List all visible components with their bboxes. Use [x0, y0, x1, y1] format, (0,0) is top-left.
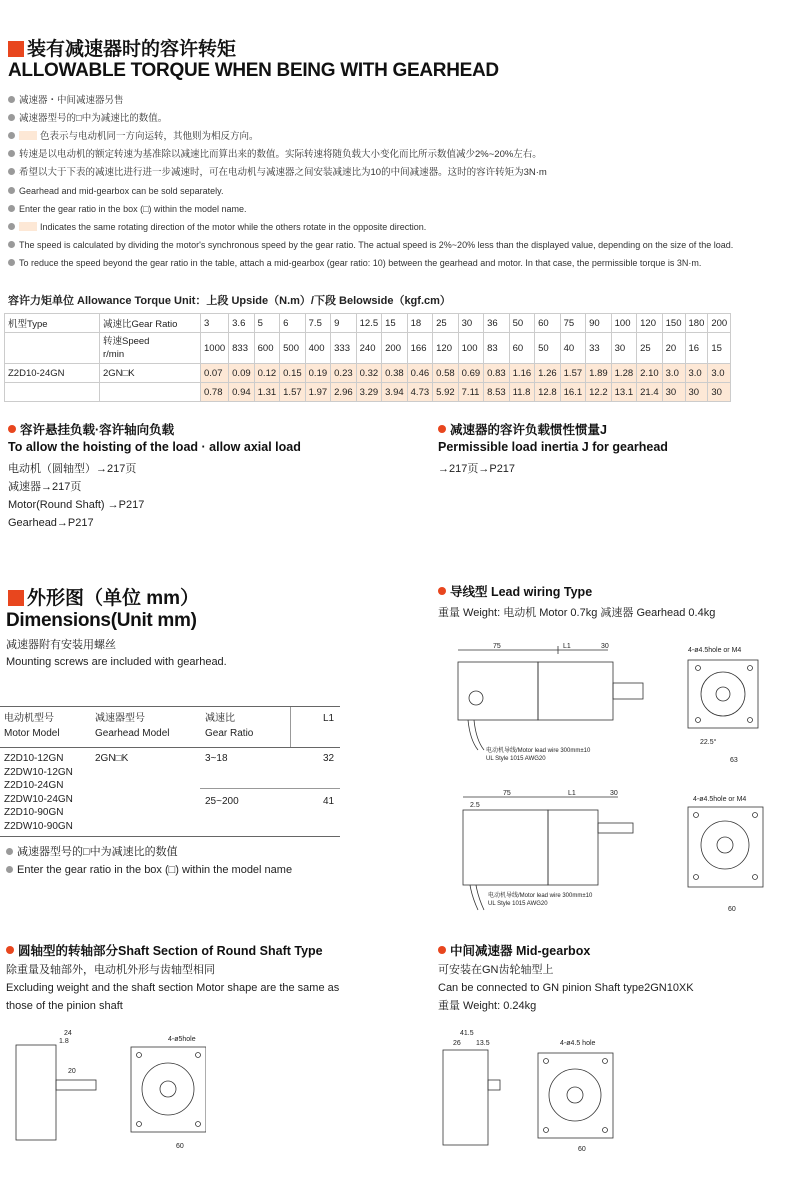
ul-label: UL Style 1015 AWG20 [488, 901, 548, 907]
note-item: To reduce the speed beyond the gear ratio in the table, attach a mid-gearbox (gear ratio: 10) between the gearhead and motor. In that case, the permissible torque is 3N·m. [8, 254, 798, 272]
ratio-cell: 7.5 [305, 314, 331, 333]
torque-cell: 3.0 [662, 364, 685, 383]
dim-h-ratio-cn: 减速比 [205, 713, 235, 724]
ratio-cell: 6 [280, 314, 306, 333]
lead-drawing-1 [438, 640, 778, 770]
header-ratio: 减速比Gear Ratio [100, 314, 201, 333]
dim-h-gear-en: Gearhead Model [95, 728, 170, 739]
ratio-cell: 60 [535, 314, 561, 333]
speed-cell: 200 [382, 333, 408, 364]
model-cell: Z2D10-24GN [5, 364, 100, 383]
torque-cell: 1.57 [280, 383, 306, 402]
speed-cell: 25 [637, 333, 663, 364]
torque-cell: 0.12 [254, 364, 280, 383]
hole-label: 4-ø4.5hole or M4 [688, 647, 742, 654]
dim-135: 13.5 [476, 1040, 490, 1047]
mid-section [438, 941, 694, 1015]
dim-60: 60 [578, 1146, 586, 1153]
speed-cell: 500 [280, 333, 306, 364]
torque-cell: 30 [708, 383, 731, 402]
round-line: those of the pinion shaft [6, 1000, 123, 1012]
torque-cell: 0.19 [305, 364, 331, 383]
lead-weight: 重量 Weight: 电动机 Motor 0.7kg 减速器 Gearhead 0.4kg [438, 607, 716, 619]
ratio-cell: 90 [586, 314, 612, 333]
dim-sub-en: Mounting screws are included with gearhead. [6, 656, 227, 668]
ratio-cell: 25 [433, 314, 459, 333]
torque-cell: 11.8 [509, 383, 535, 402]
motor-model: Z2DW10-12GN [4, 766, 73, 778]
motor-model: Z2D10-12GN [4, 753, 64, 764]
dim-63: 63 [730, 757, 738, 764]
speed-cell: 15 [708, 333, 731, 364]
dim-title-cn: 外形图（单位 mm） [8, 583, 199, 610]
dim-30: 30 [601, 643, 609, 650]
speed-cell: 16 [685, 333, 708, 364]
ratio-cell: 100 [611, 314, 637, 333]
torque-cell: 2.96 [331, 383, 357, 402]
note-item: Gearhead and mid-gearbox can be sold separately. [8, 182, 798, 200]
speed-cell: 1000 [201, 333, 229, 364]
ratio-cell: 18 [407, 314, 433, 333]
torque-cell: 12.2 [586, 383, 612, 402]
note-item: Enter the gear ratio in the box (□) within the model name. [8, 200, 798, 218]
torque-cell: 1.28 [611, 364, 637, 383]
torque-cell: 3.29 [356, 383, 382, 402]
header-speed: 转速Speed r/min [100, 333, 201, 364]
speed-cell: 240 [356, 333, 382, 364]
dim-l1: 41 [323, 796, 335, 807]
note-item: 减速器・中间减速器另售 [8, 92, 798, 110]
torque-cell: 0.23 [331, 364, 357, 383]
dim-l1: L1 [568, 790, 576, 797]
title-en: ALLOWABLE TORQUE WHEN BEING WITH GEARHEAD [8, 60, 499, 81]
torque-cell: 0.46 [407, 364, 433, 383]
ratio-cell: 50 [509, 314, 535, 333]
note-item: The speed is calculated by dividing the motor's synchronous speed by the gear ratio. The actual speed is 2%~20% less than the displayed value, depending on the size of the load. [8, 236, 798, 254]
ratio-cell: 180 [685, 314, 708, 333]
ratio-cell: 200 [708, 314, 731, 333]
speed-cell: 400 [305, 333, 331, 364]
round-drawing [6, 1025, 206, 1155]
dim-h-motor-en: Motor Model [4, 728, 60, 739]
dim-415: 41.5 [460, 1030, 474, 1037]
torque-cell: 21.4 [637, 383, 663, 402]
speed-cell: 40 [560, 333, 586, 364]
hole-label: 4-ø4.5hole or M4 [693, 796, 747, 803]
note-item: Indicates the same rotating direction of the motor while the others rotate in the opposite direction. [8, 218, 798, 236]
ratio-cell: 12.5 [356, 314, 382, 333]
wire-label: 电动机导线/Motor lead wire 300mm±10 [488, 893, 593, 899]
note-item: 减速器型号的□中为减速比的数值。 [8, 110, 798, 128]
dim-60: 60 [176, 1143, 184, 1150]
round-section [6, 941, 339, 1015]
mid-line: Can be connected to GN pinion Shaft type2GN10XK [438, 982, 694, 994]
load-title-cn: 容许悬挂负载·容许轴向负载 [8, 420, 301, 438]
dim-note-en: Enter the gear ratio in the box (□) within the model name [6, 861, 292, 879]
torque-cell: 0.15 [280, 364, 306, 383]
motor-model: Z2DW10-24GN [4, 793, 73, 805]
load-line: Motor(Round Shaft) →P217 [8, 499, 145, 511]
dim-24: 24 [64, 1030, 72, 1037]
torque-cell: 0.94 [229, 383, 255, 402]
ratio-cell: 5 [254, 314, 280, 333]
dim-sub-cn: 减速器附有安装用螺丝 [6, 639, 116, 651]
dim-title-en: Dimensions(Unit mm) [6, 610, 197, 631]
dim-gear: 2GN□K [95, 753, 129, 764]
dim-h-gear-cn: 减速器型号 [95, 713, 145, 724]
inertia-section [438, 420, 668, 478]
mid-drawing [438, 1025, 638, 1155]
dim-18: 1.8 [59, 1038, 69, 1045]
torque-cell: 13.1 [611, 383, 637, 402]
torque-cell: 8.53 [484, 383, 510, 402]
inertia-title-en: Permissible load inertia J for gearhead [438, 440, 668, 454]
torque-cell: 7.11 [458, 383, 484, 402]
torque-cell: 0.32 [356, 364, 382, 383]
speed-cell: 333 [331, 333, 357, 364]
torque-cell: 1.97 [305, 383, 331, 402]
torque-cell: 5.92 [433, 383, 459, 402]
load-line: 减速器→217页 [8, 481, 82, 493]
torque-cell: 3.0 [685, 364, 708, 383]
ratio-cell: 30 [458, 314, 484, 333]
torque-cell: 1.57 [560, 364, 586, 383]
load-title-en: To allow the hoisting of the load · allow axial load [8, 440, 301, 454]
torque-table [4, 313, 731, 402]
speed-cell: 833 [229, 333, 255, 364]
torque-cell: 1.89 [586, 364, 612, 383]
torque-cell: 16.1 [560, 383, 586, 402]
dim-60: 60 [728, 906, 736, 913]
ratio-cell: 15 [382, 314, 408, 333]
torque-cell: 0.58 [433, 364, 459, 383]
torque-cell: 0.78 [201, 383, 229, 402]
wire-label: 电动机导线/Motor lead wire 300mm±10 [486, 748, 591, 754]
lead-title: 导线型 Lead wiring Type [438, 582, 715, 600]
torque-cell: 30 [662, 383, 685, 402]
ratio-cell: 3.6 [229, 314, 255, 333]
mid-line: 重量 Weight: 0.24kg [438, 1000, 537, 1012]
note-item: 希望以大于下表的减速比进行进一步减速时，可在电动机与减速器之间安装减速比为10的中间减速器。这时的容许转矩为3N·m [8, 164, 798, 182]
torque-table-wrap [4, 313, 794, 402]
hole-label: 4-ø4.5 hole [560, 1040, 596, 1047]
dim-motors [4, 752, 73, 833]
dim-ratio: 25~200 [205, 796, 239, 807]
torque-cell: 3.0 [708, 364, 731, 383]
mid-title: 中间减速器 Mid-gearbox [438, 941, 694, 959]
torque-cell: 1.26 [535, 364, 561, 383]
torque-cell: 0.09 [229, 364, 255, 383]
lead-section [438, 582, 715, 622]
dim-angle: 22.5° [700, 739, 717, 746]
load-line: Gearhead→P217 [8, 517, 94, 529]
mid-line: 可安装在GN齿轮轴型上 [438, 964, 554, 976]
ratio-cell: 9 [331, 314, 357, 333]
dim-25: 2.5 [470, 802, 480, 809]
title-cn: 装有减速器时的容许转矩 [8, 34, 236, 61]
torque-cell: 1.16 [509, 364, 535, 383]
dim-h-ratio-en: Gear Ratio [205, 728, 254, 739]
ratio-cell: 75 [560, 314, 586, 333]
gearhead-cell: 2GN□K [100, 364, 201, 383]
ratio-cell: 36 [484, 314, 510, 333]
speed-cell: 100 [458, 333, 484, 364]
torque-cell: 0.38 [382, 364, 408, 383]
load-lines [8, 460, 301, 532]
dim-ratio: 3~18 [205, 753, 228, 764]
speed-cell: 166 [407, 333, 433, 364]
dim-20: 20 [68, 1068, 76, 1075]
ratio-cell: 120 [637, 314, 663, 333]
note-item: 转速是以电动机的额定转速为基准除以减速比而算出来的数值。实际转速将随负载大小变化而比所示数值减少2%~20%左右。 [8, 146, 798, 164]
notes [8, 92, 798, 272]
torque-cell: 4.73 [407, 383, 433, 402]
torque-cell: 1.31 [254, 383, 280, 402]
speed-cell: 83 [484, 333, 510, 364]
torque-cell: 0.07 [201, 364, 229, 383]
speed-cell: 120 [433, 333, 459, 364]
header-model: 机型Type [5, 314, 100, 333]
round-line: Excluding weight and the shaft section Motor shape are the same as [6, 982, 340, 994]
round-line: 除重量及轴部外，电动机外形与齿轴型相同 [6, 964, 215, 976]
speed-cell: 20 [662, 333, 685, 364]
dim-l1: 32 [323, 753, 335, 764]
torque-cell: 0.69 [458, 364, 484, 383]
dim-75: 75 [493, 643, 501, 650]
dim-l1: L1 [563, 643, 571, 650]
dim-26: 26 [453, 1040, 461, 1047]
torque-cell: 3.94 [382, 383, 408, 402]
dim-note-cn: 减速器型号的□中为减速比的数值 [6, 843, 178, 861]
speed-cell: 50 [535, 333, 561, 364]
ratio-cell: 150 [662, 314, 685, 333]
dim-30: 30 [610, 790, 618, 797]
dim-75: 75 [503, 790, 511, 797]
lead-drawing-2 [438, 785, 778, 920]
note-item: 色表示与电动机同一方向运转，其他则为相反方向。 [8, 128, 798, 146]
speed-cell: 600 [254, 333, 280, 364]
speed-cell: 30 [611, 333, 637, 364]
speed-cell: 33 [586, 333, 612, 364]
torque-unit: 容许力矩单位 Allowance Torque Unit：上段 Upside（N.m）/下段 Belowside（kgf.cm） [8, 295, 451, 307]
ul-label: UL Style 1015 AWG20 [486, 756, 546, 762]
motor-model: Z2D10-24GN [4, 780, 64, 791]
motor-model: Z2D10-90GN [4, 807, 64, 818]
round-title: 圆轴型的转轴部分Shaft Section of Round Shaft Type [6, 941, 339, 959]
torque-cell: 2.10 [637, 364, 663, 383]
torque-cell: 30 [685, 383, 708, 402]
dim-h-motor-cn: 电动机型号 [4, 713, 54, 724]
torque-cell: 0.83 [484, 364, 510, 383]
inertia-line: →217页→P217 [438, 463, 516, 475]
ratio-cell: 3 [201, 314, 229, 333]
speed-cell: 60 [509, 333, 535, 364]
inertia-title-cn: 减速器的容许负载惯性惯量J [438, 420, 668, 438]
load-line: 电动机（圆轴型）→217页 [8, 463, 137, 475]
hole-label: 4-ø5hole [168, 1036, 196, 1043]
torque-cell: 12.8 [535, 383, 561, 402]
load-section [8, 420, 301, 532]
dim-h-l1: L1 [323, 713, 335, 724]
motor-model: Z2DW10-90GN [4, 820, 73, 832]
dim-table [0, 706, 340, 837]
